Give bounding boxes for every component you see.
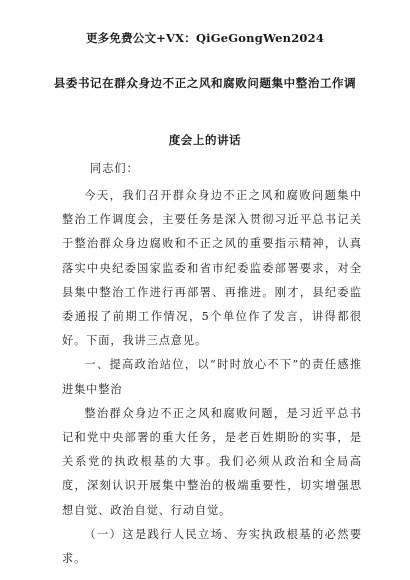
- paragraph-intro: 今天，我们召开群众身边不正之风和腐败问题集中整治工作调度会，主要任务是深入贯彻习近平总书记关于整治群众身边腐败和不正之风的重要指示精神，认真落实中央纪委国家监委和省市纪委监委部署要求，对全县集中整治工作进行再部署、再推进。刚才，县纪委监委通报了前期工作情况，5个单位作了发言，讲得都很好。下面，我讲三点意见。: [62, 189, 362, 348]
- document-title-line-1: 县委书记在群众身边不正之风和腐败问题集中整治工作调: [53, 76, 357, 90]
- document-body: [62, 184, 362, 571]
- document-title-line-2: 度会上的讲话: [168, 133, 242, 147]
- watermark-header: 更多免费公文+VX：QiGeGongWen2024: [85, 31, 325, 45]
- greeting: 同志们：: [90, 162, 139, 175]
- paragraph-subheading-1: （一）这是践行人民立场、夯实执政根基的必然要求。: [62, 527, 362, 566]
- paragraph-body-1: 整治群众身边不正之风和腐败问题，是习近平总书记和党中央部署的重大任务，是老百姓期盼的实事，是关系党的执政根基的大事。我们必须从政治和全局高度，深刻认识开展集中整治的极端重要性，切实增强思想自觉、政治自觉、行动自觉。: [62, 406, 362, 517]
- paragraph-heading-1: 一、提高政治站位，以“时时放心不下”的责任感推进集中整治: [62, 358, 362, 396]
